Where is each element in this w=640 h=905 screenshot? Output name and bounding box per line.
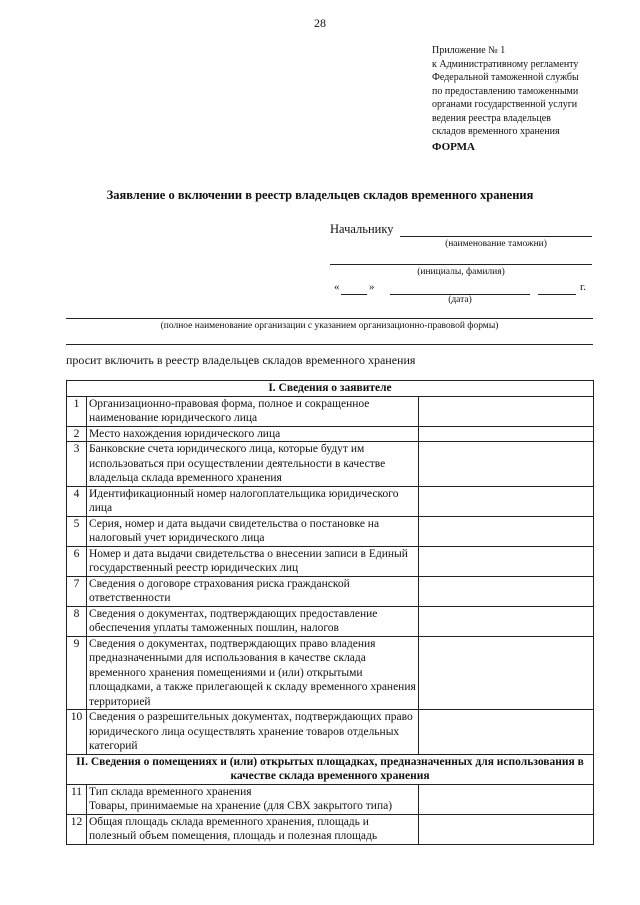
row-number: 10 [67,710,87,755]
row-value-cell[interactable] [419,442,594,487]
date-quote-close: » [369,281,375,293]
row-number: 4 [67,486,87,516]
row-label: Место нахождения юридического лица [87,426,419,442]
annex-line: Федеральной таможенной службы [432,72,579,83]
annex-line: органами государственной услуги [432,99,578,110]
row-label-line: Товары, принимаемые на хранение (для СВХ закрытого типа) [89,800,393,812]
org-name-line [66,318,593,319]
row-label-line: Тип склада временного хранения [89,785,252,798]
table-row [67,516,594,546]
row-label: Сведения о договоре страхования риска гражданской ответственности [87,576,419,606]
row-number: 6 [67,546,87,576]
table-row [67,784,594,814]
application-table [66,380,594,845]
section-header-row [67,754,594,784]
row-number: 1 [67,396,87,426]
row-label: Общая площадь склада временного хранения, площадь и полезный объем помещения, площадь и полезная площадь [87,814,419,844]
form-label: ФОРМА [432,141,475,153]
initials-caption: (инициалы, фамилия) [417,267,505,277]
row-label: Сведения о разрешительных документах, подтверждающих право юридического лица осуществлять хранение товаров отдельных категорий [87,710,419,755]
row-value-cell[interactable] [419,546,594,576]
row-number: 11 [67,784,87,814]
section1-title: I. Сведения о заявителе [67,381,594,397]
section-header-row [67,381,594,397]
row-value-cell[interactable] [419,396,594,426]
table-row [67,546,594,576]
row-value-cell[interactable] [419,516,594,546]
day-line [341,294,367,295]
row-value-cell[interactable] [419,710,594,755]
year-suffix: г. [580,281,587,293]
row-label: Идентификационный номер налогоплательщика юридического лица [87,486,419,516]
row-number: 9 [67,636,87,710]
year-line [538,294,576,295]
initials-line [330,264,592,265]
document-title: Заявление о включении в реестр владельцев складов временного хранения [106,188,534,202]
table-row [67,486,594,516]
table-row [67,442,594,487]
row-value-cell[interactable] [419,636,594,710]
row-label: Сведения о документах, подтверждающих предоставление обеспечения уплаты таможенных пошлин, налогов [87,606,419,636]
row-number: 7 [67,576,87,606]
row-number: 8 [67,606,87,636]
customs-caption: (наименование таможни) [445,239,547,249]
date-caption: (дата) [448,295,472,305]
row-number: 12 [67,814,87,844]
table-row [67,576,594,606]
row-value-cell[interactable] [419,426,594,442]
table-row [67,606,594,636]
org-caption: (полное наименование организации с указанием организационно-правовой формы) [160,321,499,331]
table-row [67,710,594,755]
table-row [67,814,594,844]
annex-line: складов временного хранения [432,126,560,137]
annex-block [432,44,632,139]
row-value-cell[interactable] [419,814,594,844]
page-number: 28 [314,16,326,30]
table-row [67,636,594,710]
row-number: 2 [67,426,87,442]
org-name-line-2 [66,344,593,345]
row-value-cell[interactable] [419,486,594,516]
row-label: Номер и дата выдачи свидетельства о внесении записи в Единый государственный реестр юридических лиц [87,546,419,576]
request-text: просит включить в реестр владельцев складов временного хранения [66,353,416,367]
annex-line: ведения реестра владельцев [432,112,551,124]
annex-line: к Административному регламенту [432,58,579,70]
section2-title: II. Сведения о помещениях и (или) открытых площадках, предназначенных для использования в качестве склада временного хранения [67,754,594,784]
row-number: 5 [67,516,87,546]
table-row [67,396,594,426]
row-number: 3 [67,442,87,487]
date-quote-open: « [334,281,340,293]
row-value-cell[interactable] [419,784,594,814]
row-label: Серия, номер и дата выдачи свидетельства о постановке на налоговый учет юридического лица [87,516,419,546]
row-label: Сведения о документах, подтверждающих право владения предназначенными для использования в качестве склада временного хранения помещениями и (или) открытыми площадками, а также прилегающей к складу временного хранения территорией [87,636,419,710]
row-label [87,784,419,814]
row-value-cell[interactable] [419,576,594,606]
row-value-cell[interactable] [419,606,594,636]
addressee-label: Начальнику [330,222,394,236]
row-label: Организационно-правовая форма, полное и сокращенное наименование юридического лица [87,396,419,426]
annex-line: Приложение № 1 [432,45,506,56]
row-label: Банковские счета юридического лица, которые будут им использоваться при осуществлении деятельности в качестве владельца склада временного хранения [87,442,419,487]
table-row [67,426,594,442]
annex-line: по предоставлению таможенными [432,85,579,97]
customs-name-line [400,236,592,237]
